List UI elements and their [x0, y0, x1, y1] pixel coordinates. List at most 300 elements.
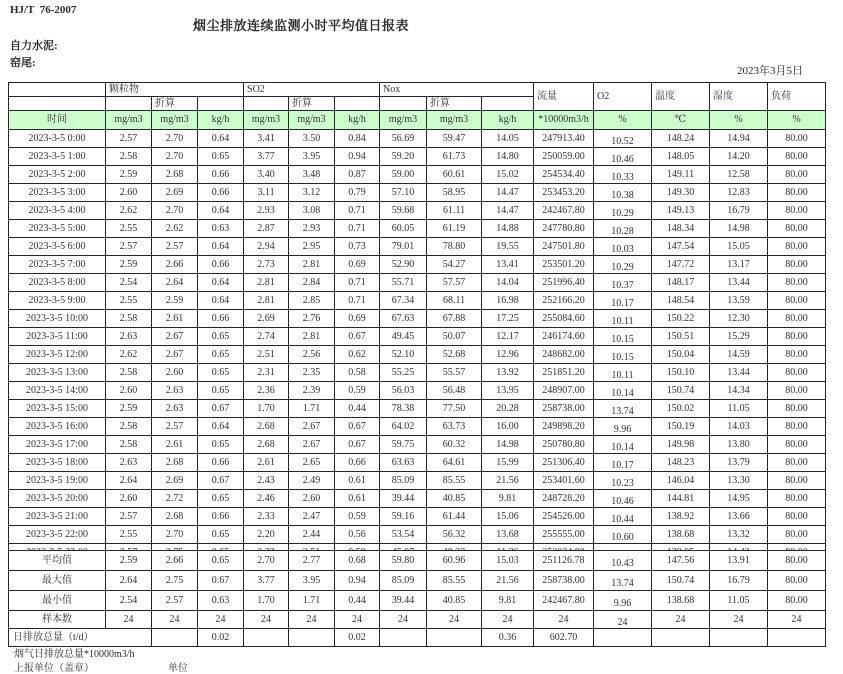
value-cell: 255084.60: [534, 310, 594, 328]
table-row: [9, 202, 826, 220]
value-cell: 14.04: [482, 274, 534, 292]
o2-value: 10.29: [611, 262, 634, 273]
value-cell: 80.00: [768, 130, 826, 148]
value-cell: 14.03: [710, 418, 768, 436]
value-cell: 2.55: [106, 220, 152, 238]
value-cell: 2.55: [106, 292, 152, 310]
summary-label-cell: 平均值: [9, 551, 106, 571]
value-cell: 0.58: [335, 364, 380, 382]
value-cell: 150.74: [652, 571, 710, 591]
value-cell: [594, 130, 652, 148]
o2-value: 10.14: [611, 388, 634, 399]
o2-value: 10.28: [611, 226, 634, 237]
value-cell: 3.77: [244, 148, 289, 166]
value-cell: 2.62: [106, 202, 152, 220]
value-cell: 1.71: [289, 400, 335, 418]
value-cell: 0.68: [335, 551, 380, 571]
value-cell: 80.00: [768, 400, 826, 418]
header-empty-cell: [482, 97, 534, 111]
value-cell: 53.54: [380, 526, 427, 544]
o2-value: 10.17: [611, 298, 634, 309]
time-cell: 2023-3-5 13:00: [9, 364, 106, 382]
value-cell: 21.56: [482, 472, 534, 490]
value-cell: 16.00: [482, 418, 534, 436]
value-cell: 2.54: [106, 591, 152, 611]
value-cell: 2.63: [152, 382, 198, 400]
value-cell: 0.63: [198, 591, 244, 611]
value-cell: 80.00: [768, 551, 826, 571]
value-cell: 13.44: [710, 274, 768, 292]
location-label: 窑尾:: [10, 57, 36, 69]
value-cell: [594, 490, 652, 508]
table-row: [9, 382, 826, 400]
value-cell: 258738.00: [534, 400, 594, 418]
value-cell: 3.95: [289, 148, 335, 166]
value-cell: 0.71: [335, 202, 380, 220]
header-empty-cell: [335, 97, 380, 111]
unit-load-pct: %: [768, 111, 826, 130]
value-cell: 0.65: [198, 328, 244, 346]
value-cell: 2.69: [152, 472, 198, 490]
o2-value: 9.96: [613, 598, 632, 609]
value-cell: 80.00: [768, 238, 826, 256]
value-cell: 2.57: [106, 130, 152, 148]
value-cell: 80.00: [768, 328, 826, 346]
value-cell: 2.57: [152, 238, 198, 256]
value-cell: [594, 400, 652, 418]
value-cell: 24: [482, 611, 534, 629]
value-cell: 80.00: [768, 274, 826, 292]
value-cell: 80.00: [768, 292, 826, 310]
value-cell: 59.47: [427, 130, 482, 148]
o2-value: 10.23: [611, 478, 634, 489]
value-cell: 0.59: [335, 508, 380, 526]
table-row: [9, 490, 826, 508]
value-cell: 0.02: [198, 629, 244, 647]
value-cell: 3.11: [244, 184, 289, 202]
value-cell: 3.77: [244, 571, 289, 591]
value-cell: 0.71: [335, 292, 380, 310]
time-cell: 2023-3-5 15:00: [9, 400, 106, 418]
header-empty-cell: [244, 97, 289, 111]
value-cell: 49.45: [380, 328, 427, 346]
value-cell: 14.98: [710, 220, 768, 238]
converted-label-pm: 折算: [152, 97, 198, 111]
summary-label-cell: 最小值: [9, 591, 106, 611]
value-cell: 15.99: [482, 454, 534, 472]
value-cell: 80.00: [768, 346, 826, 364]
value-cell: 2.70: [152, 526, 198, 544]
value-cell: 13.32: [710, 526, 768, 544]
value-cell: 40.85: [427, 490, 482, 508]
value-cell: 0.71: [335, 220, 380, 238]
value-cell: 24: [427, 611, 482, 629]
value-cell: 3.08: [289, 202, 335, 220]
value-cell: 0.64: [198, 274, 244, 292]
unit-nox-converted-mgm3: mg/m3: [427, 111, 482, 130]
value-cell: 19.55: [482, 238, 534, 256]
summary-label-cell: 样本数: [9, 611, 106, 629]
value-cell: 0.66: [198, 256, 244, 274]
time-cell: 2023-3-5 9:00: [9, 292, 106, 310]
value-cell: 2.61: [152, 310, 198, 328]
value-cell: 250059.00: [534, 148, 594, 166]
o2-value: 10.15: [611, 334, 634, 345]
value-cell: [594, 472, 652, 490]
o2-value: 13.74: [611, 578, 634, 589]
value-cell: 2.84: [289, 274, 335, 292]
report-date: 2023年3月5日: [737, 65, 803, 77]
o2-value: 10.38: [611, 190, 634, 201]
table-row: [9, 436, 826, 454]
value-cell: 255555.00: [534, 526, 594, 544]
value-cell: 0.65: [198, 364, 244, 382]
time-cell: 2023-3-5 2:00: [9, 166, 106, 184]
value-cell: 3.48: [289, 166, 335, 184]
value-cell: 59.20: [380, 148, 427, 166]
value-cell: 57.57: [427, 274, 482, 292]
table-row: [9, 166, 826, 184]
header-empty-cell: [9, 83, 106, 97]
time-cell: 2023-3-5 17:00: [9, 436, 106, 454]
value-cell: 13.17: [710, 256, 768, 274]
value-cell: 24: [106, 611, 152, 629]
summary-row: [9, 611, 826, 629]
value-cell: 80.00: [768, 256, 826, 274]
value-cell: 0.65: [198, 551, 244, 571]
value-cell: 0.36: [482, 629, 534, 647]
unit-flow: *10000m3/h: [534, 111, 594, 130]
value-cell: [594, 310, 652, 328]
value-cell: 52.68: [427, 346, 482, 364]
value-cell: 60.96: [427, 551, 482, 571]
time-cell: 2023-3-5 18:00: [9, 454, 106, 472]
value-cell: 242467.80: [534, 202, 594, 220]
value-cell: 0.64: [198, 202, 244, 220]
value-cell: 248682.00: [534, 346, 594, 364]
value-cell: 2.94: [244, 238, 289, 256]
value-cell: 248728.20: [534, 490, 594, 508]
o2-value: 10.33: [611, 172, 634, 183]
value-cell: 2.55: [106, 526, 152, 544]
value-cell: 150.22: [652, 310, 710, 328]
value-cell: 2.70: [152, 148, 198, 166]
value-cell: 2.58: [106, 436, 152, 454]
value-cell: 0.65: [198, 490, 244, 508]
value-cell: 2.58: [106, 418, 152, 436]
value-cell: 0.66: [335, 454, 380, 472]
value-cell: 0.69: [335, 256, 380, 274]
value-cell: 246174.60: [534, 328, 594, 346]
value-cell: 56.32: [427, 526, 482, 544]
value-cell: 80.00: [768, 184, 826, 202]
standard-code: HJ/T 76-2007: [10, 4, 77, 16]
o2-value: 10.17: [611, 460, 634, 471]
converted-label-nox: 折算: [427, 97, 482, 111]
value-cell: 0.67: [198, 400, 244, 418]
value-cell: 24: [152, 611, 198, 629]
value-cell: 148.23: [652, 454, 710, 472]
value-cell: 13.91: [710, 551, 768, 571]
value-cell: 80.00: [768, 310, 826, 328]
value-cell: 0.65: [198, 526, 244, 544]
table-row: [9, 400, 826, 418]
value-cell: [594, 220, 652, 238]
value-cell: 12.83: [710, 184, 768, 202]
value-cell: 254534.40: [534, 166, 594, 184]
value-cell: 12.58: [710, 166, 768, 184]
time-cell: 2023-3-5 11:00: [9, 328, 106, 346]
value-cell: 138.68: [652, 526, 710, 544]
value-cell: 2.20: [244, 526, 289, 544]
value-cell: 2.70: [152, 202, 198, 220]
value-cell: 0.56: [335, 526, 380, 544]
value-cell: 64.02: [380, 418, 427, 436]
value-cell: 14.94: [710, 130, 768, 148]
value-cell: 150.19: [652, 418, 710, 436]
value-cell: 13.59: [710, 292, 768, 310]
value-cell: 2.74: [244, 328, 289, 346]
value-cell: 85.55: [427, 472, 482, 490]
value-cell: 0.65: [198, 148, 244, 166]
value-cell: 58.95: [427, 184, 482, 202]
value-cell: 24: [380, 611, 427, 629]
value-cell: 0.66: [198, 166, 244, 184]
value-cell: 39.44: [380, 490, 427, 508]
value-cell: [594, 591, 652, 611]
value-cell: 12.96: [482, 346, 534, 364]
value-cell: 3.12: [289, 184, 335, 202]
value-cell: 17.25: [482, 310, 534, 328]
value-cell: 79.01: [380, 238, 427, 256]
value-cell: 0.65: [198, 436, 244, 454]
value-cell: 2.93: [244, 202, 289, 220]
o2-value: 10.52: [611, 136, 634, 147]
value-cell: 2.33: [244, 508, 289, 526]
value-cell: 147.72: [652, 256, 710, 274]
value-cell: 80.00: [768, 490, 826, 508]
value-cell: 2.51: [244, 346, 289, 364]
value-cell: 24: [335, 611, 380, 629]
unit-pm-converted-mgm3: mg/m3: [152, 111, 198, 130]
table-row: [9, 130, 826, 148]
value-cell: [244, 629, 289, 647]
value-cell: [594, 346, 652, 364]
value-cell: 2.63: [106, 454, 152, 472]
daily-total-row: [9, 629, 826, 647]
o2-value: 10.60: [611, 532, 634, 543]
o2-value: 10.14: [611, 442, 634, 453]
value-cell: 0.69: [335, 310, 380, 328]
value-cell: 250780.80: [534, 436, 594, 454]
value-cell: 80.00: [768, 508, 826, 526]
col-group-nox: Nox: [380, 83, 534, 97]
value-cell: 150.51: [652, 328, 710, 346]
value-cell: 2.76: [289, 310, 335, 328]
value-cell: 0.64: [198, 418, 244, 436]
unit-o2-pct: %: [594, 111, 652, 130]
value-cell: 13.30: [710, 472, 768, 490]
value-cell: [594, 238, 652, 256]
value-cell: 0.65: [198, 346, 244, 364]
page-title: 烟尘排放连续监测小时平均值日报表: [193, 18, 410, 33]
value-cell: 2.58: [106, 148, 152, 166]
value-cell: 149.98: [652, 436, 710, 454]
summary-label-cell: 最大值: [9, 571, 106, 591]
time-cell: 2023-3-5 5:00: [9, 220, 106, 238]
value-cell: 61.11: [427, 202, 482, 220]
value-cell: 52.10: [380, 346, 427, 364]
value-cell: 2.68: [244, 418, 289, 436]
unit-pm-kgh: kg/h: [198, 111, 244, 130]
value-cell: 149.13: [652, 202, 710, 220]
value-cell: 11.05: [710, 591, 768, 611]
value-cell: 80.00: [768, 364, 826, 382]
o2-value: 10.03: [611, 244, 634, 255]
value-cell: 149.30: [652, 184, 710, 202]
value-cell: [768, 629, 826, 647]
o2-value: 10.15: [611, 352, 634, 363]
value-cell: 148.05: [652, 148, 710, 166]
value-cell: 2.61: [244, 454, 289, 472]
unit-nox-mgm3: mg/m3: [380, 111, 427, 130]
value-cell: 2.68: [152, 166, 198, 184]
value-cell: 0.59: [335, 382, 380, 400]
value-cell: 16.79: [710, 202, 768, 220]
value-cell: 2.69: [152, 184, 198, 202]
value-cell: 0.44: [335, 400, 380, 418]
value-cell: 80.00: [768, 436, 826, 454]
value-cell: 0.66: [198, 454, 244, 472]
value-cell: [594, 551, 652, 571]
col-group-temp: 温度: [652, 83, 710, 111]
value-cell: 0.73: [335, 238, 380, 256]
table-row: [9, 310, 826, 328]
value-cell: 13.80: [710, 436, 768, 454]
value-cell: 138.68: [652, 591, 710, 611]
unit-humidity-pct: %: [710, 111, 768, 130]
time-cell: 2023-3-5 3:00: [9, 184, 106, 202]
value-cell: 247780.80: [534, 220, 594, 238]
value-cell: 16.79: [710, 571, 768, 591]
value-cell: 2.75: [152, 571, 198, 591]
o2-value: 10.29: [611, 208, 634, 219]
time-cell: 2023-3-5 19:00: [9, 472, 106, 490]
value-cell: 602.70: [534, 629, 594, 647]
value-cell: 59.75: [380, 436, 427, 454]
value-cell: 252166.20: [534, 292, 594, 310]
value-cell: 24: [289, 611, 335, 629]
value-cell: 138.92: [652, 508, 710, 526]
o2-value: 10.11: [611, 316, 634, 327]
value-cell: 67.34: [380, 292, 427, 310]
value-cell: 59.80: [380, 551, 427, 571]
value-cell: 20.28: [482, 400, 534, 418]
value-cell: 148.17: [652, 274, 710, 292]
time-cell: 2023-3-5 12:00: [9, 346, 106, 364]
value-cell: 2.59: [152, 292, 198, 310]
value-cell: 2.60: [289, 490, 335, 508]
value-cell: 2.81: [244, 292, 289, 310]
value-cell: 2.58: [106, 310, 152, 328]
value-cell: 2.70: [152, 130, 198, 148]
value-cell: 2.69: [244, 310, 289, 328]
value-cell: 11.05: [710, 400, 768, 418]
value-cell: 253501.20: [534, 256, 594, 274]
value-cell: 12.17: [482, 328, 534, 346]
o2-value: 24: [617, 617, 628, 628]
time-cell: 2023-3-5 1:00: [9, 148, 106, 166]
summary-body: [9, 551, 826, 647]
o2-value: 10.43: [611, 558, 634, 569]
value-cell: [652, 629, 710, 647]
value-cell: 2.77: [289, 551, 335, 571]
value-cell: 2.66: [152, 256, 198, 274]
value-cell: 39.44: [380, 591, 427, 611]
value-cell: 146.04: [652, 472, 710, 490]
value-cell: 2.31: [244, 364, 289, 382]
value-cell: 56.69: [380, 130, 427, 148]
value-cell: 80.00: [768, 454, 826, 472]
value-cell: 2.57: [106, 238, 152, 256]
table-row: [9, 364, 826, 382]
value-cell: 2.59: [106, 256, 152, 274]
value-cell: 61.44: [427, 508, 482, 526]
value-cell: 57.10: [380, 184, 427, 202]
table-row: [9, 454, 826, 472]
table-row: [9, 472, 826, 490]
value-cell: 2.59: [106, 400, 152, 418]
unit-pm-mgm3: mg/m3: [106, 111, 152, 130]
value-cell: 64.61: [427, 454, 482, 472]
value-cell: 248907.00: [534, 382, 594, 400]
value-cell: 59.00: [380, 166, 427, 184]
header-empty-cell: [198, 97, 244, 111]
value-cell: 2.59: [106, 166, 152, 184]
time-cell: 2023-3-5 4:00: [9, 202, 106, 220]
col-group-o2: O2: [594, 83, 652, 111]
value-cell: 2.57: [152, 591, 198, 611]
value-cell: 52.90: [380, 256, 427, 274]
value-cell: [594, 436, 652, 454]
value-cell: 80.00: [768, 166, 826, 184]
value-cell: 1.71: [289, 591, 335, 611]
value-cell: 1.70: [244, 591, 289, 611]
value-cell: 249898.20: [534, 418, 594, 436]
value-cell: 0.44: [335, 591, 380, 611]
table-row: [9, 220, 826, 238]
value-cell: 2.60: [106, 184, 152, 202]
value-cell: 56.03: [380, 382, 427, 400]
table-row: [9, 526, 826, 544]
value-cell: 9.81: [482, 490, 534, 508]
value-cell: [594, 508, 652, 526]
o2-value: 10.11: [611, 370, 634, 381]
col-group-pm: 颗粒物: [106, 83, 244, 97]
value-cell: 80.00: [768, 382, 826, 400]
value-cell: 54.27: [427, 256, 482, 274]
value-cell: 3.50: [289, 130, 335, 148]
value-cell: 2.66: [152, 551, 198, 571]
value-cell: 2.57: [106, 508, 152, 526]
value-cell: [594, 328, 652, 346]
value-cell: 251306.40: [534, 454, 594, 472]
value-cell: 2.67: [152, 328, 198, 346]
value-cell: 0.64: [198, 238, 244, 256]
value-cell: 67.63: [380, 310, 427, 328]
time-cell: 2023-3-5 22:00: [9, 526, 106, 544]
value-cell: 150.74: [652, 382, 710, 400]
